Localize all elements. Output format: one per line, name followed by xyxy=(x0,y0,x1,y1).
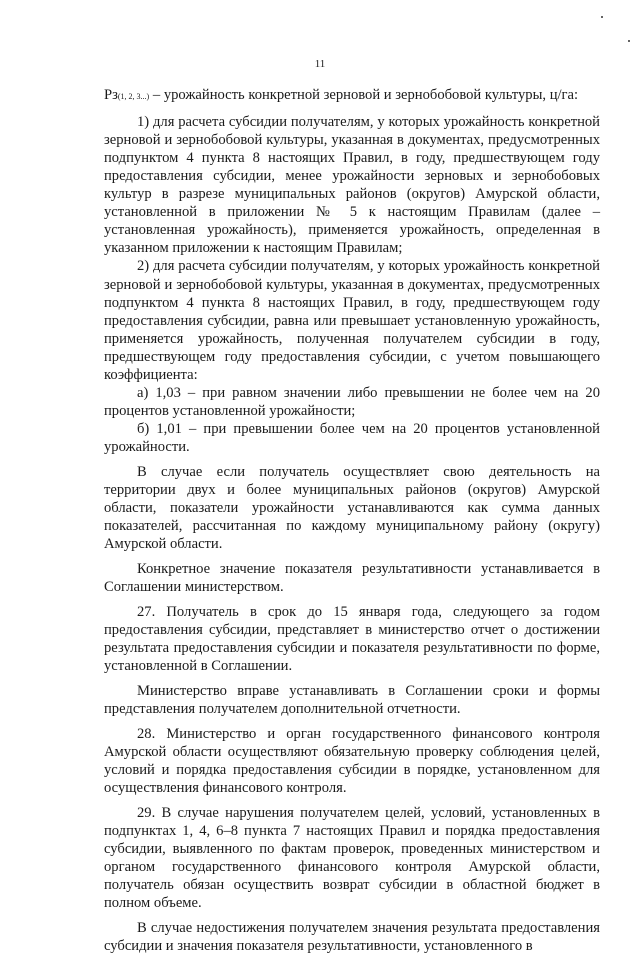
formula-subscript: (1, 2, 3...) xyxy=(117,92,150,101)
scan-speck xyxy=(628,40,630,42)
scan-speck xyxy=(601,16,603,18)
paragraph: 27. Получатель в срок до 15 января года, следующего за годом предоставления субсидии, представляет в министерство отчет о достижении результата предоставления субсидии и показателя результативности по форме, установленной в Соглашении. xyxy=(104,603,600,675)
paragraph: 1) для расчета субсидии получателям, у которых урожайность конкретной зерновой и зернобобовой культуры, указанная в документах, предусмотренных подпунктом 4 пункта 8 настоящих Правил, в году, предшествующем году предоставления субсидии, менее урожайности зерновых и зернобобовых культур в разрезе муниципальных районов (округов) Амурской области, установленной в приложении № 5 к настоящим Правилам (далее – установленная урожайность), применяется урожайность, определенная в указанном приложении к настоящим Правилам; xyxy=(104,113,600,257)
paragraph: В случае недостижения получателем значения результата предоставления субсидии и значения показателя результативности, установленного в xyxy=(104,919,600,954)
formula-definition-text: – урожайность конкретной зерновой и зернобобовой культуры, ц/га: xyxy=(149,87,579,103)
paragraph: а) 1,03 – при равном значении либо превышении не более чем на 20 процентов установленной урожайности; xyxy=(104,385,600,420)
document-body xyxy=(104,86,600,962)
formula-definition xyxy=(104,86,600,106)
paragraph: 28. Министерство и орган государственного финансового контроля Амурской области осуществляют обязательную проверку соблюдения целей, условий и порядка предоставления субсидии в порядке, установленном для осуществления финансового контроля. xyxy=(104,725,600,796)
paragraph: Министерство вправе устанавливать в Соглашении сроки и формы представления получателем дополнительной отчетности. xyxy=(104,682,600,717)
paragraph: б) 1,01 – при превышении более чем на 20 процентов установленной урожайности. xyxy=(104,421,600,456)
paragraph: 29. В случае нарушения получателем целей, условий, установленных в подпунктах 1, 4, 6–8 пункта 7 настоящих Правил и порядка предоставления субсидии, выявленного по фактам проверок, проведенных министерством и органом государственного финансового контроля Амурской области, получатель обязан осуществить возврат субсидии в областной бюджет в полном объеме. xyxy=(104,804,600,912)
formula-symbol: Рз xyxy=(104,87,118,103)
paragraph: 2) для расчета субсидии получателям, у которых урожайность конкретной зерновой и зернобобовой культуры, указанная в документах, предусмотренных подпунктом 4 пункта 8 настоящих Правил, в году, предшествующем году предоставления субсидии, равна или превышает установленную урожайность, применяется урожайность, полученная получателем субсидии в году, предшествующем году предоставления субсидии, с учетом повышающего коэффициента: xyxy=(104,258,600,383)
paragraph: Конкретное значение показателя результативности устанавливается в Соглашении министерством. xyxy=(104,561,600,596)
page-number: 11 xyxy=(314,58,326,70)
paragraph: В случае если получатель осуществляет свою деятельность на территории двух и более муниципальных районов (округов) Амурской области, показатели урожайности устанавливаются как сумма данных показателей, рассчитанная по каждому муниципальному району (округу) Амурской области. xyxy=(104,464,600,553)
